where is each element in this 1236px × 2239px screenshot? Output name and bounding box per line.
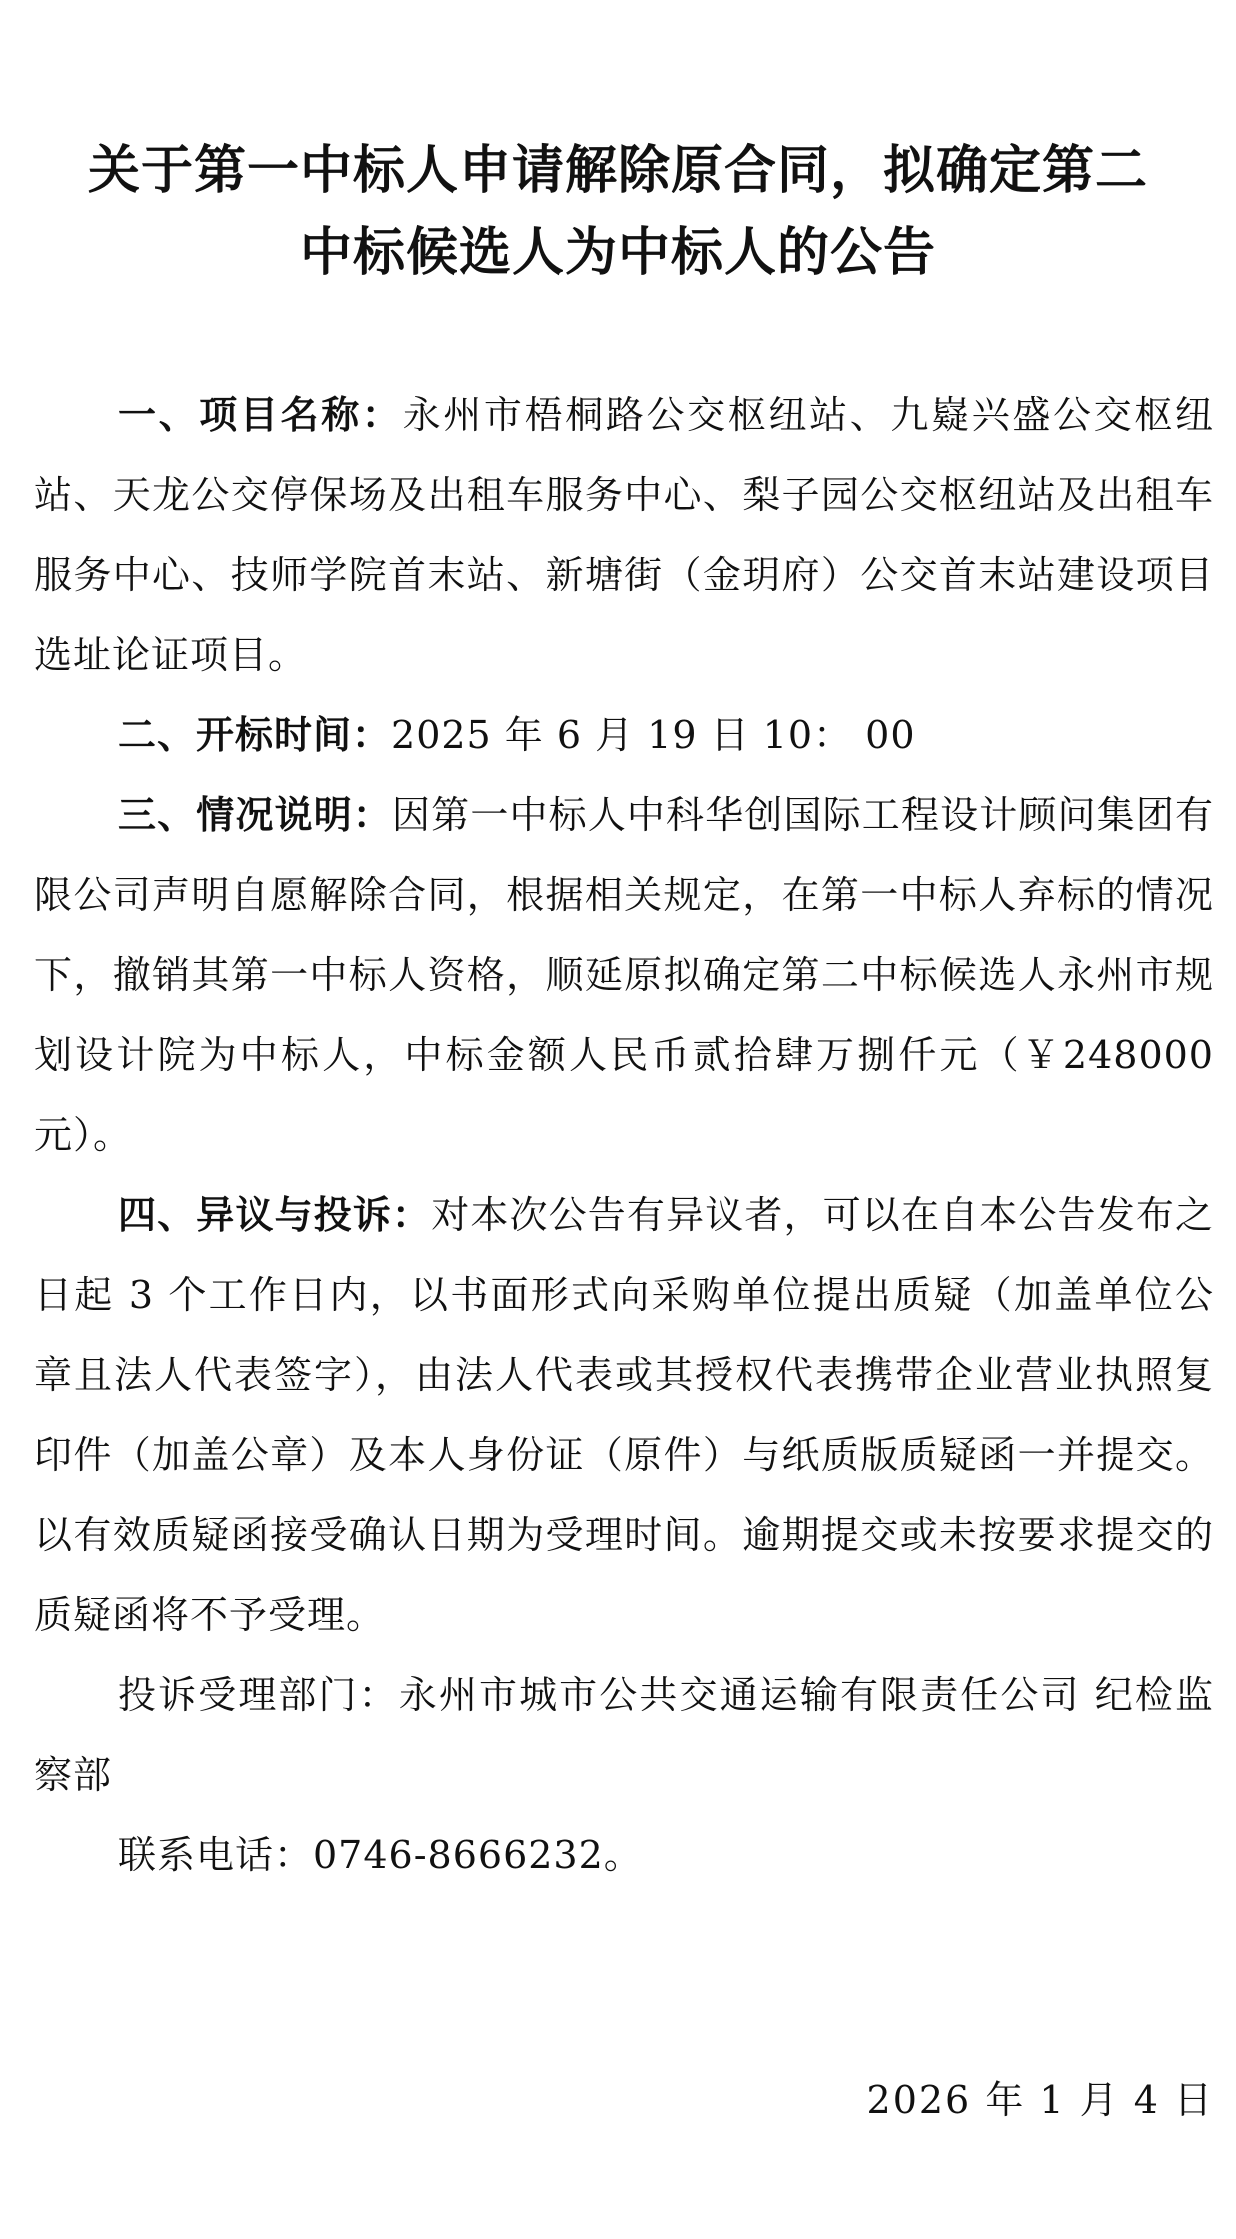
section-objection — [34, 1175, 1214, 1655]
section-label: 三、情况说明： — [118, 793, 393, 837]
section-situation — [34, 775, 1214, 1175]
section-text: 2025 年 6 月 19 日 10： 00 — [391, 713, 916, 757]
title-line-1: 关于第一中标人申请解除原合同，拟确定第二 — [87, 141, 1148, 201]
announcement-body — [34, 375, 1214, 1895]
section-label: 一、项目名称： — [118, 393, 403, 437]
page-title — [28, 130, 1208, 294]
section-opening-time — [34, 695, 1214, 775]
complaint-department: 投诉受理部门：永州市城市公共交通运输有限责任公司 纪检监察部 — [34, 1673, 1214, 1797]
section-project-name — [34, 375, 1214, 695]
section-text: 因第一中标人中科华创国际工程设计顾问集团有限公司声明自愿解除合同，根据相关规定，在第一中标人弃标的情况下，撤销其第一中标人资格，顺延原拟确定第二中标候选人永州市规划设计院为中标人，中标金额人民币贰拾肆万捌仟元（￥248000 元）。 — [34, 793, 1214, 1157]
section-label: 四、异议与投诉： — [118, 1193, 432, 1237]
title-line-2: 中标候选人为中标人的公告 — [299, 223, 936, 283]
contact-phone: 联系电话：0746-8666232。 — [118, 1833, 643, 1877]
announcement-date: 2026 年 1 月 4 日 — [866, 2078, 1214, 2122]
section-text: 永州市梧桐路公交枢纽站、九嶷兴盛公交枢纽站、天龙公交停保场及出租车服务中心、梨子园公交枢纽站及出租车服务中心、技师学院首末站、新塘街（金玥府）公交首末站建设项目选址论证项目。 — [34, 393, 1214, 677]
section-text: 对本次公告有异议者，可以在自本公告发布之日起 3 个工作日内，以书面形式向采购单位提出质疑（加盖单位公章且法人代表签字），由法人代表或其授权代表携带企业营业执照复印件（加盖公章）及本人身份证（原件）与纸质版质疑函一并提交。以有效质疑函接受确认日期为受理时间。逾期提交或未按要求提交的质疑函将不予受理。 — [34, 1193, 1214, 1637]
section-label: 二、开标时间： — [118, 713, 392, 757]
